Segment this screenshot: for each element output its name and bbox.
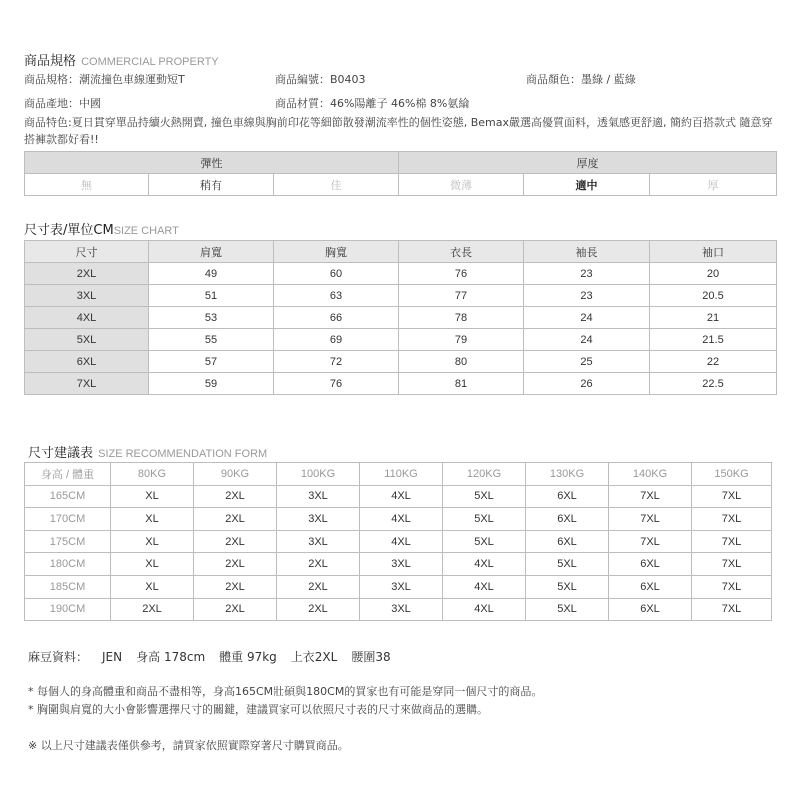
recommendation-cell: 2XL	[277, 553, 360, 576]
recommendation-cell: 2XL	[194, 485, 277, 508]
size-cell: 57	[149, 351, 274, 373]
model-weight: 體重 97kg	[219, 650, 277, 664]
elasticity-level-slight: 稍有	[149, 174, 274, 196]
recommendation-cell: 7XL	[692, 553, 772, 576]
recommendation-cell: 7XL	[609, 530, 692, 553]
thickness-level-medium: 適中	[524, 174, 650, 196]
recommendation-cell: XL	[111, 530, 194, 553]
size-chart-header: 胸寬	[274, 241, 399, 263]
recommendation-cell: 6XL	[609, 553, 692, 576]
recommendation-cell: 6XL	[526, 508, 609, 531]
recommendation-cell: 4XL	[360, 485, 443, 508]
size-cell: 76	[399, 263, 524, 285]
recommendation-cell: 4XL	[443, 598, 526, 621]
product-material: 商品材質：46%陽離子 46%棉 8%氨綸	[275, 97, 470, 110]
size-cell: 80	[399, 351, 524, 373]
recommendation-cell: 4XL	[443, 575, 526, 598]
commercial-title	[24, 50, 219, 69]
recommendation-header: 80KG	[111, 463, 194, 486]
size-label: 5XL	[25, 329, 149, 351]
size-chart-table	[24, 240, 777, 395]
recommendation-cell: 3XL	[277, 508, 360, 531]
model-info	[28, 648, 405, 665]
recommendation-title	[28, 442, 267, 461]
recommendation-header: 110KG	[360, 463, 443, 486]
recommendation-header: 100KG	[277, 463, 360, 486]
size-cell: 69	[274, 329, 399, 351]
commercial-title-en: COMMERCIAL PROPERTY	[81, 56, 219, 68]
recommendation-header: 130KG	[526, 463, 609, 486]
recommendation-cell: 2XL	[194, 553, 277, 576]
recommendation-cell: 2XL	[194, 575, 277, 598]
product-code: 商品編號：B0403	[275, 73, 366, 86]
size-label: 6XL	[25, 351, 149, 373]
recommendation-row	[25, 508, 772, 531]
size-cell: 20	[650, 263, 777, 285]
recommendation-header: 120KG	[443, 463, 526, 486]
recommendation-cell: 7XL	[692, 575, 772, 598]
recommendation-cell: 4XL	[360, 508, 443, 531]
recommendation-row	[25, 485, 772, 508]
recommendation-table	[24, 462, 772, 621]
thickness-level-thin: 微薄	[399, 174, 524, 196]
size-cell: 77	[399, 285, 524, 307]
height-label: 165CM	[25, 485, 111, 508]
size-cell: 21	[650, 307, 777, 329]
model-label: 麻豆資料：	[28, 650, 89, 664]
recommendation-cell: 4XL	[443, 553, 526, 576]
size-chart-row	[25, 263, 777, 285]
size-cell: 21.5	[650, 329, 777, 351]
size-cell: 60	[274, 263, 399, 285]
size-cell: 24	[524, 329, 650, 351]
recommendation-cell: 2XL	[277, 598, 360, 621]
size-cell: 51	[149, 285, 274, 307]
recommendation-row	[25, 598, 772, 621]
thickness-label: 厚度	[399, 152, 777, 174]
size-cell: 72	[274, 351, 399, 373]
size-cell: 20.5	[650, 285, 777, 307]
recommendation-cell: 2XL	[194, 530, 277, 553]
recommendation-cell: XL	[111, 485, 194, 508]
size-cell: 25	[524, 351, 650, 373]
elasticity-level-none: 無	[25, 174, 149, 196]
recommendation-cell: 5XL	[526, 553, 609, 576]
size-cell: 49	[149, 263, 274, 285]
recommendation-cell: 6XL	[526, 530, 609, 553]
recommendation-cell: 2XL	[277, 575, 360, 598]
size-cell: 26	[524, 373, 650, 395]
recommendation-header: 150KG	[692, 463, 772, 486]
size-chart-header: 袖長	[524, 241, 650, 263]
size-label: 7XL	[25, 373, 149, 395]
recommendation-cell: 6XL	[609, 575, 692, 598]
height-label: 185CM	[25, 575, 111, 598]
recommendation-cell: 3XL	[277, 485, 360, 508]
size-chart-title-en: SIZE CHART	[113, 225, 179, 237]
model-waist: 腰圍38	[351, 650, 391, 664]
recommendation-cell: 2XL	[194, 598, 277, 621]
size-cell: 24	[524, 307, 650, 329]
size-cell: 78	[399, 307, 524, 329]
note-line: ※ 以上尺寸建議表僅供參考，請買家依照實際穿著尺寸購買商品。	[28, 739, 349, 752]
size-cell: 63	[274, 285, 399, 307]
recommendation-cell: 3XL	[360, 553, 443, 576]
size-cell: 76	[274, 373, 399, 395]
height-label: 190CM	[25, 598, 111, 621]
elasticity-label: 彈性	[25, 152, 399, 174]
recommendation-header: 90KG	[194, 463, 277, 486]
recommendation-cell: 5XL	[443, 485, 526, 508]
size-cell: 59	[149, 373, 274, 395]
recommendation-row	[25, 530, 772, 553]
size-chart-header-row	[25, 241, 777, 263]
recommendation-cell: 7XL	[692, 530, 772, 553]
recommendation-row	[25, 575, 772, 598]
size-chart-header: 衣長	[399, 241, 524, 263]
recommendation-cell: XL	[111, 575, 194, 598]
recommendation-cell: 2XL	[194, 508, 277, 531]
recommendation-title-en: SIZE RECOMMENDATION FORM	[98, 448, 268, 460]
product-feature: 商品特色:夏日貫穿單品持續火熱開賣, 撞色車線與胸前印花等細節散發潮流率性的個性姿態, Bemax嚴選高優質面料，透氣感更舒適, 簡約百搭款式 隨意穿搭褲款都好看!!	[24, 116, 773, 146]
size-cell: 55	[149, 329, 274, 351]
size-cell: 66	[274, 307, 399, 329]
commercial-title-zh: 商品規格	[24, 54, 77, 69]
recommendation-cell: 7XL	[692, 508, 772, 531]
size-chart-row	[25, 307, 777, 329]
size-label: 3XL	[25, 285, 149, 307]
recommendation-cell: 2XL	[111, 598, 194, 621]
size-cell: 22.5	[650, 373, 777, 395]
size-chart-title-zh: 尺寸表/單位CM	[24, 223, 114, 238]
size-label: 2XL	[25, 263, 149, 285]
size-chart-row	[25, 285, 777, 307]
recommendation-cell: 7XL	[609, 508, 692, 531]
model-top-size: 上衣2XL	[290, 650, 338, 664]
recommendation-header-row	[25, 463, 772, 486]
note-line: * 胸圍與肩寬的大小會影響選擇尺寸的關鍵，建議買家可以依照尺寸表的尺寸來做商品的選購。	[28, 703, 488, 716]
recommendation-cell: 4XL	[360, 530, 443, 553]
size-cell: 53	[149, 307, 274, 329]
recommendation-cell: XL	[111, 508, 194, 531]
product-color: 商品顏色：墨綠 / 藍綠	[526, 73, 636, 86]
size-chart-row	[25, 329, 777, 351]
product-origin: 商品產地：中國	[24, 97, 101, 110]
size-chart-header: 袖口	[650, 241, 777, 263]
height-label: 175CM	[25, 530, 111, 553]
size-chart-title	[24, 219, 179, 238]
recommendation-header: 140KG	[609, 463, 692, 486]
recommendation-cell: 6XL	[609, 598, 692, 621]
recommendation-cell: 5XL	[526, 575, 609, 598]
recommendation-cell: 3XL	[277, 530, 360, 553]
recommendation-cell: 5XL	[443, 530, 526, 553]
recommendation-cell: 3XL	[360, 598, 443, 621]
height-label: 180CM	[25, 553, 111, 576]
model-name: JEN	[102, 650, 123, 664]
recommendation-cell: 5XL	[526, 598, 609, 621]
size-cell: 79	[399, 329, 524, 351]
recommendation-cell: 7XL	[692, 598, 772, 621]
height-label: 170CM	[25, 508, 111, 531]
recommendation-row	[25, 553, 772, 576]
size-chart-row	[25, 373, 777, 395]
size-cell: 23	[524, 285, 650, 307]
property-header-row	[25, 152, 777, 174]
recommendation-cell: XL	[111, 553, 194, 576]
thickness-level-thick: 厚	[650, 174, 777, 196]
size-cell: 81	[399, 373, 524, 395]
recommendation-cell: 7XL	[609, 485, 692, 508]
size-cell: 22	[650, 351, 777, 373]
property-levels-row	[25, 174, 777, 196]
elasticity-level-good: 佳	[274, 174, 399, 196]
recommendation-cell: 6XL	[526, 485, 609, 508]
property-table	[24, 151, 777, 196]
size-cell: 23	[524, 263, 650, 285]
product-spec: 商品規格：潮流撞色車線運動短T	[24, 73, 185, 86]
size-chart-header: 肩寬	[149, 241, 274, 263]
size-chart-header: 尺寸	[25, 241, 149, 263]
recommendation-cell: 7XL	[692, 485, 772, 508]
recommendation-title-zh: 尺寸建議表	[28, 446, 94, 461]
size-chart-row	[25, 351, 777, 373]
model-height: 身高 178cm	[136, 650, 206, 664]
recommendation-cell: 5XL	[443, 508, 526, 531]
recommendation-header: 身高 / 體重	[25, 463, 111, 486]
note-line: * 每個人的身高體重和商品不盡相等，身高165CM壯碩與180CM的買家也有可能是穿同一個尺寸的商品。	[28, 685, 543, 698]
recommendation-cell: 3XL	[360, 575, 443, 598]
size-label: 4XL	[25, 307, 149, 329]
